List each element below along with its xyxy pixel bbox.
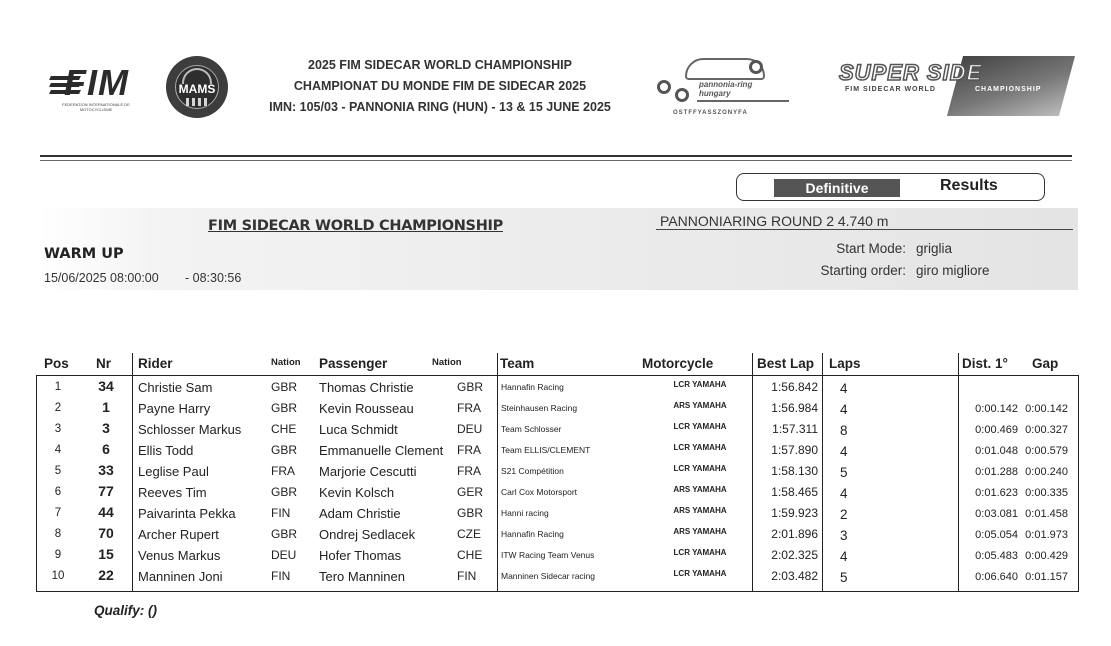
cell-motorcycle: LCR YAMAHA [673,380,727,389]
cell-passenger: Ondrej Sedlacek [319,527,416,542]
header-rider: Rider [138,356,173,371]
header-divider-thin [40,160,1072,161]
cell-passenger: Hofer Thomas [319,548,402,563]
cell-dist: 0:06.640 [975,571,1018,583]
cell-dist: 0:00.469 [975,424,1018,436]
cell-passenger: Kevin Rousseau [319,401,414,416]
header-nr: Nr [96,356,112,371]
cell-dist: 0:01.623 [975,487,1018,499]
cell-gap: 0:00.335 [1025,487,1068,499]
starting-order-label: Starting order: [820,263,906,278]
cell-best-lap: 1:59.923 [771,506,818,520]
header-team: Team [500,356,535,371]
cell-rider: Reeves Tim [138,485,207,500]
cell-laps: 4 [840,444,848,459]
cell-passenger: Adam Christie [319,506,401,521]
cell-best-lap: 1:57.890 [771,443,818,457]
cell-rider: Venus Markus [138,548,221,563]
table-row [0,482,1111,503]
cell-passenger-nation: FRA [457,443,481,457]
cell-nr: 77 [98,483,114,499]
cell-pos: 4 [54,444,62,456]
status-results: Results [940,177,998,194]
cell-laps: 5 [840,570,848,585]
cell-best-lap: 1:56.984 [771,401,818,415]
cell-passenger-nation: GBR [457,506,484,520]
cell-pos: 10 [51,570,65,582]
table-row [0,419,1111,440]
cell-nation: FIN [271,506,291,520]
superside-logo [835,52,1067,118]
cell-nr: 44 [98,504,114,520]
cell-passenger-nation: CZE [457,527,481,541]
table-row [0,545,1111,566]
mams-logo [166,56,228,118]
cell-dist: 0:05.054 [975,529,1018,541]
cell-motorcycle: LCR YAMAHA [673,569,727,578]
ring-logo-name: pannonia-ring hungary [699,80,753,98]
cell-rider: Paivarinta Pekka [138,506,236,521]
cell-passenger-nation: FIN [457,569,477,583]
header-dist: Dist. 1° [962,356,1008,371]
cell-gap: 0:00.327 [1025,424,1068,436]
cell-pos: 5 [54,465,62,477]
header-passenger-nation: Nation [432,357,462,368]
fim-logo-text: FIM [64,62,129,103]
cell-rider: Leglise Paul [138,464,209,479]
cell-team: Hannafin Racing [501,382,564,392]
cell-best-lap: 2:02.325 [771,548,818,562]
start-mode-label: Start Mode: [836,241,906,256]
table-row [0,461,1111,482]
cell-motorcycle: ARS YAMAHA [673,527,727,536]
cell-nation: GBR [271,527,298,541]
header-motorcycle: Motorcycle [642,356,714,371]
cell-nation: FRA [271,464,295,478]
header-laps: Laps [829,356,861,371]
cell-nr: 33 [98,462,114,478]
cell-laps: 8 [840,423,848,438]
cell-laps: 4 [840,549,848,564]
superside-logo-champ: CHAMPIONSHIP [975,86,1042,93]
cell-nation: DEU [271,548,297,562]
cell-passenger: Thomas Christie [319,380,414,395]
cell-passenger: Kevin Kolsch [319,485,395,500]
cell-rider: Manninen Joni [138,569,223,584]
cell-nr: 70 [98,525,114,541]
cell-team: ITW Racing Team Venus [501,550,595,560]
cell-team: Team Schlosser [501,424,562,434]
pannonia-ring-logo [655,52,793,122]
ring-logo-town: OSTFFYASSZONYFA [673,110,748,116]
cell-dist: 0:05.483 [975,550,1018,562]
cell-passenger: Marjorie Cescutti [319,464,417,479]
cell-passenger-nation: GER [457,485,484,499]
cell-nr: 15 [98,546,114,562]
cell-dist: 0:03.081 [975,508,1018,520]
cell-nr: 22 [98,567,114,583]
cell-laps: 3 [840,528,848,543]
event-title [250,55,630,118]
session-end-time: - 08:30:56 [185,271,242,285]
cell-passenger-nation: CHE [457,548,483,562]
championship-title: FIM SIDECAR WORLD CHAMPIONSHIP [208,218,503,234]
table-row [0,566,1111,587]
status-box [736,173,1045,201]
cell-laps: 4 [840,402,848,417]
header-best-lap: Best Lap [757,356,815,371]
event-title-line1: 2025 FIM SIDECAR WORLD CHAMPIONSHIP [308,58,572,72]
cell-team: S21 Compétition [501,466,564,476]
cell-best-lap: 1:57.311 [772,422,818,436]
cell-best-lap: 2:01.896 [771,527,818,541]
cell-nation: GBR [271,485,298,499]
checkered-flag-icon [186,98,208,106]
cell-nation: CHE [271,422,297,436]
cell-team: Hannafin Racing [501,529,564,539]
cell-best-lap: 1:58.465 [771,485,818,499]
round-title: PANNONIARING ROUND 2 4.740 m [660,213,889,229]
superside-logo-word: SUPER SIDE [839,60,983,85]
table-row [0,503,1111,524]
cell-motorcycle: LCR YAMAHA [673,443,727,452]
cell-nr: 1 [102,399,110,415]
header-divider [40,155,1072,157]
cell-gap: 0:00.429 [1025,550,1068,562]
cell-rider: Christie Sam [138,380,213,395]
cell-team: Steinhausen Racing [501,403,578,413]
event-title-line2: CHAMPIONAT DU MONDE FIM DE SIDECAR 2025 [293,79,587,93]
starting-order-value: giro migliore [916,263,990,278]
header-nation: Nation [271,357,301,368]
cell-best-lap: 2:03.482 [771,569,818,583]
cell-best-lap: 1:58.130 [771,464,818,478]
cell-rider: Payne Harry [138,401,211,416]
status-definitive: Definitive [774,179,900,197]
table-row [0,440,1111,461]
cell-gap: 0:01.973 [1025,529,1068,541]
cell-rider: Ellis Todd [138,443,194,458]
header-gap: Gap [1032,356,1059,371]
fim-logo-subtitle: FEDERATION INTERNATIONALE DE MOTOCYCLISME [62,102,130,112]
cell-dist: 0:00.142 [975,403,1018,415]
cell-passenger-nation: DEU [457,422,483,436]
cell-gap: 0:00.240 [1025,466,1068,478]
wheel-icon [749,60,763,74]
cell-dist: 0:01.048 [975,445,1018,457]
cell-rider: Archer Rupert [138,527,219,542]
wheel-icon [657,80,671,94]
cell-motorcycle: ARS YAMAHA [673,506,727,515]
cell-motorcycle: LCR YAMAHA [673,548,727,557]
cell-passenger-nation: FRA [457,401,481,415]
mams-logo-text: MAMS [178,82,216,96]
table-row [0,377,1111,398]
cell-passenger-nation: GBR [457,380,484,394]
cell-rider: Schlosser Markus [138,422,242,437]
cell-motorcycle: ARS YAMAHA [673,401,727,410]
cell-pos: 3 [54,423,62,435]
cell-passenger: Tero Manninen [319,569,405,584]
cell-pos: 2 [54,402,62,414]
table-row [0,398,1111,419]
superside-logo-sub: FIM SIDECAR WORLD [845,86,936,93]
cell-nation: GBR [271,380,298,394]
cell-passenger-nation: FRA [457,464,481,478]
cell-gap: 0:01.157 [1025,571,1068,583]
cell-motorcycle: LCR YAMAHA [673,422,727,431]
cell-dist: 0:01.288 [975,466,1018,478]
header-passenger: Passenger [319,356,388,371]
cell-nr: 6 [102,441,110,457]
cell-team: Manninen Sidecar racing [501,571,596,581]
cell-pos: 6 [54,486,62,498]
cell-motorcycle: ARS YAMAHA [673,485,727,494]
session-name: WARM UP [44,246,124,262]
cell-nation: GBR [271,443,298,457]
fim-logo [50,62,146,120]
cell-team: Hanni racing [501,508,549,518]
table-row [0,524,1111,545]
cell-laps: 4 [840,486,848,501]
cell-pos: 8 [54,528,62,540]
cell-team: Team ELLIS/CLEMENT [501,445,591,455]
cell-pos: 1 [54,381,62,393]
cell-team: Carl Cox Motorsport [501,487,578,497]
cell-pos: 7 [54,507,62,519]
cell-laps: 5 [840,465,848,480]
cell-gap: 0:01.458 [1025,508,1068,520]
cell-passenger: Luca Schmidt [319,422,398,437]
wheel-icon [675,88,689,102]
cell-pos: 9 [54,549,62,561]
cell-gap: 0:00.579 [1025,445,1068,457]
start-mode-value: griglia [916,241,953,256]
cell-laps: 2 [840,507,848,522]
cell-nation: GBR [271,401,298,415]
event-title-line3: IMN: 105/03 - PANNONIA RING (HUN) - 13 & 15 JUNE 2025 [269,100,611,114]
qualify-note: Qualify: () [94,603,157,618]
cell-nr: 3 [102,420,110,436]
cell-passenger: Emmanuelle Clement [319,443,444,458]
session-start-time: 15/06/2025 08:00:00 [44,271,159,285]
cell-laps: 4 [840,381,848,396]
cell-gap: 0:00.142 [1025,403,1068,415]
cell-best-lap: 1:56.842 [771,380,818,394]
cell-motorcycle: LCR YAMAHA [673,464,727,473]
cell-nr: 34 [98,378,114,394]
cell-nation: FIN [271,569,291,583]
header-pos: Pos [44,356,69,371]
